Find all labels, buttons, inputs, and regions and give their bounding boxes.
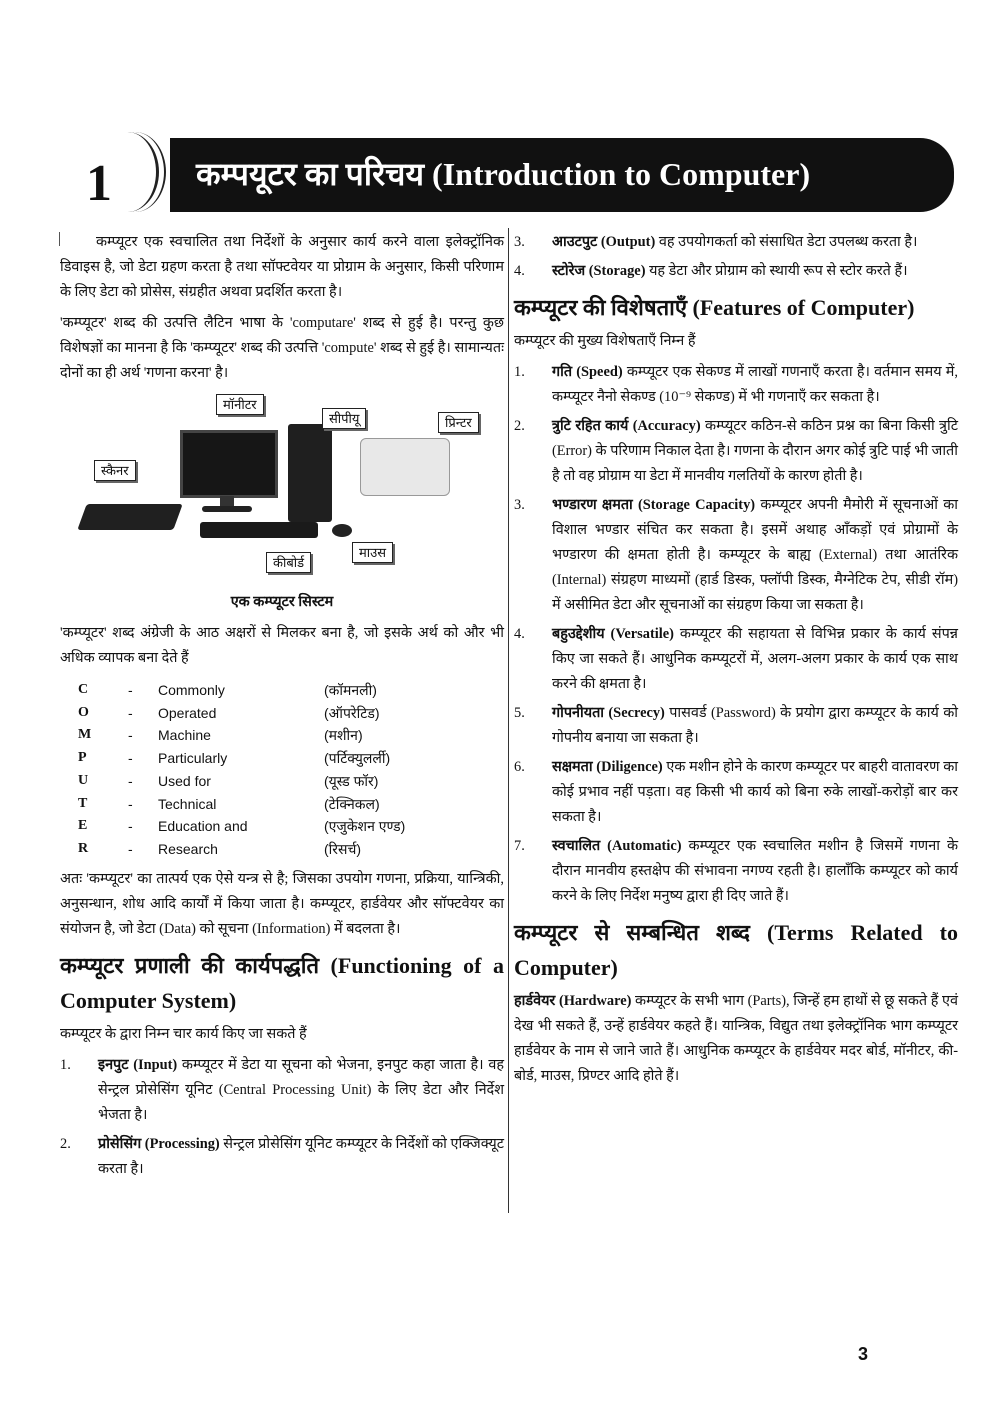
acronym-word: Particularly (158, 750, 228, 767)
chapter-number: 1 (86, 155, 112, 212)
list-item (514, 493, 958, 618)
acronym-row (78, 838, 405, 861)
page-number: 3 (858, 1344, 869, 1364)
item-text: कम्प्यूटर एक सेकण्ड में लाखों गणनाएँ करता है। वर्तमान समय में, कम्प्यूटर नैनो सेकण्ड (10⁻⁹ सेकण्ड) में भी गणनाएँ कर सकता है। (552, 364, 958, 405)
label-cpu: सीपीयू (322, 408, 366, 429)
list-item (514, 259, 958, 284)
acronym-word: Machine (158, 727, 211, 744)
label-scanner: स्कैनर (94, 460, 136, 481)
item-term: गोपनीयता (Secrecy) (552, 705, 665, 721)
list-item (60, 1053, 504, 1128)
chapter-header (0, 128, 992, 220)
item-number: 5. (514, 705, 525, 721)
item-term: प्रोसेसिंग (Processing) (98, 1135, 220, 1152)
item-term: इनपुट (Input) (98, 1056, 178, 1073)
printer-illustration (360, 438, 450, 496)
item-text: पासवर्ड (Password) के प्रयोग द्वारा कम्प्यूटर के कार्य को गोपनीय बनाया जा सकता है। (552, 705, 958, 746)
cpu-illustration (288, 424, 332, 522)
item-term: त्रुटि रहित कार्य (Accuracy) (552, 418, 701, 434)
item-text: एक मशीन होने के कारण कम्प्यूटर पर बाहरी वातावरण का कोई प्रभाव नहीं पड़ता। वह किसी भी कार्य को बिना रुके लाखों-करोड़ों बार कर सकता है। (552, 759, 958, 825)
item-number: 2. (514, 418, 525, 434)
label-printer: प्रिन्टर (438, 412, 479, 433)
chapter-title-bar (170, 138, 954, 212)
acronym-row (78, 815, 405, 838)
list-item (514, 755, 958, 830)
functioning-intro: कम्प्यूटर के द्वारा निम्न चार कार्य किए जा सकते हैं (60, 1025, 307, 1042)
acronym-row (78, 679, 405, 702)
label-keyboard: कीबोर्ड (266, 552, 311, 573)
item-text: यह डेटा और प्रोग्राम को स्थायी रूप से स्टोर करते हैं। (645, 263, 908, 279)
monitor-illustration (180, 430, 278, 498)
meaning-paragraph: अतः 'कम्प्यूटर' का तात्पर्य एक ऐसे यन्त्र से है; जिसका उपयोग गणना, प्रक्रिया, यान्त्रिकी, अनुसन्धान, शोध आदि कार्यों में किया जाता है। कम्प्यूटर, हार्डवेयर और सॉफ्टवेयर का संयोजन है, जो डेटा (Data) को सूचना (Information) में बदलता है। (60, 870, 504, 937)
item-number: 4. (514, 626, 525, 642)
item-number: 1. (60, 1056, 71, 1073)
functioning-heading: कम्प्यूटर प्रणाली की कार्यपद्धति (Functioning of a Computer System) (60, 952, 504, 1013)
item-term: भण्डारण क्षमता (Storage Capacity) (552, 497, 756, 513)
acronym-letter: O (78, 704, 89, 720)
item-term: गति (Speed) (552, 364, 623, 380)
right-column (514, 230, 958, 1095)
item-text: वह उपयोगकर्ता को संसाधित डेटा उपलब्ध करता है। (655, 234, 918, 250)
column-divider (508, 228, 509, 1213)
list-item (60, 1132, 504, 1182)
item-number: 3. (514, 234, 525, 250)
acronym-dash: - (128, 682, 133, 698)
item-text: कम्प्यूटर की सहायता से विभिन्न प्रकार के कार्य संपन्न किए जा सकते हैं। आधुनिक कम्प्यूटरों में, अलग-अलग प्रकार के कार्य एक साथ करने की क्षमता है। (552, 626, 958, 692)
scanner-illustration (77, 504, 182, 530)
acronym-letter: E (78, 818, 88, 834)
acronym-dash: - (128, 704, 133, 721)
item-text: कम्प्यूटर एक स्वचालित मशीन है जिसमें गणना के दौरान मानवीय हस्तक्षेप की संभावना नगण्य रहती है। हालाँकि कम्प्यूटर को कार्य करने के लिए निर्देश मनुष्य द्वारा ही दिए जाते हैं। (552, 838, 958, 904)
hardware-paragraph (514, 989, 958, 1089)
list-item (514, 230, 958, 255)
acronym-dash: - (128, 818, 133, 835)
figure-caption: एक कम्प्यूटर सिस्टम (230, 594, 334, 610)
acronym-hindi: (यूस्ड फॉर) (324, 772, 379, 789)
label-mouse: माउस (352, 542, 393, 563)
hardware-term: हार्डवेयर (Hardware) (514, 993, 632, 1009)
acronym-word: Education and (158, 818, 248, 835)
item-number: 4. (514, 263, 525, 279)
acronym-hindi: (कॉमनली) (324, 682, 377, 698)
left-column (60, 230, 504, 1186)
acronym-word: Operated (158, 704, 217, 721)
acronym-hindi: (मशीन) (324, 727, 363, 744)
acronym-row (78, 702, 405, 725)
item-text: कम्प्यूटर में डेटा या सूचना को भेजना, इनपुट कहा जाता है। वह सेन्ट्रल प्रोसेसिंग यूनिट (Central Processing Unit) के लिए डेटा और निर्देश भेजता है। (98, 1056, 504, 1123)
acronym-table (78, 679, 405, 861)
item-term: स्टोरेज (Storage) (552, 263, 646, 279)
keyboard-illustration (200, 522, 318, 538)
acronym-row (78, 724, 405, 747)
acronym-letter: M (78, 727, 92, 743)
item-number: 7. (514, 838, 525, 854)
item-term: बहुउद्देशीय (Versatile) (552, 626, 674, 642)
item-number: 1. (514, 364, 525, 380)
acronym-hindi: (टेक्निकल) (324, 795, 380, 812)
acronym-letter: P (78, 750, 87, 766)
acronym-hindi: (रिसर्च) (324, 840, 362, 857)
acronym-word: Used for (158, 772, 211, 789)
terms-heading: कम्प्यूटर से सम्बन्धित शब्द (Terms Related to Computer) (514, 920, 958, 980)
label-monitor: मॉनीटर (216, 394, 264, 415)
acronym-row (78, 793, 405, 816)
origin-paragraph: 'कम्प्यूटर' शब्द की उत्पत्ति लैटिन भाषा के 'computare' शब्द से हुई है। परन्तु कुछ विशेषज्ञों का मानना है कि 'कम्प्यूटर' शब्द की उत्पत्ति 'compute' शब्द से हुई है। सामान्यतः दोनों का ही अर्थ 'गणना करना' है। (60, 315, 504, 381)
list-item (514, 414, 958, 489)
acronym-word: Research (158, 840, 218, 857)
acronym-hindi: (एजुकेशन एण्ड) (324, 818, 406, 835)
list-item (514, 834, 958, 909)
bracket-decoration (104, 132, 166, 212)
list-item (514, 622, 958, 697)
acronym-dash: - (128, 772, 133, 789)
item-text: सेन्ट्रल प्रोसेसिंग यूनिट कम्प्यूटर के निर्देशों को एक्जिक्यूट करता है। (98, 1135, 504, 1177)
chapter-title-english: (Introduction to Computer) (432, 156, 811, 192)
chapter-title-hindi: कम्पयूटर का परिचय (196, 156, 425, 192)
features-intro: कम्प्यूटर की मुख्य विशेषताएँ निम्न हैं (514, 333, 696, 349)
list-item (514, 701, 958, 751)
item-text: कम्प्यूटर कठिन-से कठिन प्रश्न का बिना किसी त्रुटि (Error) के परिणाम निकाल देता है। गणना के दौरान अगर कोई त्रुटि पाई भी जाती है तो वह प्रोग्राम या डेटा में मानवीय गलतियों के कारण होती है। (552, 418, 958, 484)
acronym-dash: - (128, 840, 133, 857)
acronym-letter: R (78, 840, 89, 856)
acronym-letter: T (78, 795, 88, 811)
acronym-hindi: (ऑपरेटिड) (324, 704, 380, 721)
intro-paragraph: कम्प्यूटर एक स्वचालित तथा निर्देशों के अनुसार कार्य करने वाला इलेक्ट्रॉनिक डिवाइस है, जो डेटा ग्रहण करता है तथा सॉफ्टवेयर या प्रोग्राम के अनुसार, किसी परिणाम के लिए डेटा को प्रोसेस, संग्रहीत अथवा प्रदर्शित करता है। (60, 234, 504, 300)
item-number: 6. (514, 759, 525, 775)
acronym-word: Commonly (158, 682, 225, 698)
acronym-intro: 'कम्प्यूटर' शब्द अंग्रेजी के आठ अक्षरों से मिलकर बना है, जो इसके अर्थ को और भी अधिक व्यापक बना देते हैं (60, 625, 504, 666)
item-term: आउटपुट (Output) (552, 234, 656, 250)
mouse-illustration (332, 524, 352, 537)
item-term: स्वचालित (Automatic) (552, 838, 682, 854)
acronym-dash: - (128, 727, 133, 744)
acronym-dash: - (128, 750, 133, 767)
computer-system-figure (60, 394, 504, 586)
acronym-row (78, 747, 405, 770)
item-term: सक्षमता (Diligence) (552, 759, 663, 775)
acronym-dash: - (128, 795, 133, 812)
acronym-letter: C (78, 682, 89, 697)
acronym-word: Technical (158, 795, 217, 812)
acronym-letter: U (78, 772, 89, 788)
acronym-hindi: (पर्टिक्युलर्ली) (324, 750, 391, 767)
acronym-row (78, 770, 405, 793)
hardware-text: कम्प्यूटर के सभी भाग (Parts), जिन्हें हम हाथों से छू सकते हैं एवं देख भी सकते हैं, उन्हें हार्डवेयर कहते हैं। यान्त्रिक, विद्युत तथा इलेक्ट्रॉनिक भाग कम्प्यूटर हार्डवेयर के नाम से जाने जाते हैं। आधुनिक कम्प्यूटर के हार्डवेयर मदर बोर्ड, मॉनीटर, की-बोर्ड, माउस, प्रिण्टर आदि होते हैं। (514, 993, 958, 1084)
item-number: 2. (60, 1135, 71, 1152)
features-heading: कम्प्यूटर की विशेषताएँ (Features of Computer) (514, 295, 915, 320)
list-item (514, 360, 958, 410)
monitor-base (202, 506, 252, 512)
item-text: कम्प्यूटर अपनी मैमोरी में सूचनाओं का विशाल भण्डार संचित कर सकता है। इसमें अथाह आँकड़ों एवं प्रोग्रामों के भण्डारण की क्षमता होती है। कम्प्यूटर के बाह्य (External) तथा आतंरिक (Internal) संग्रहण माध्यमों (हार्ड डिस्क, फ्लॉपी डिस्क, मैग्नेटिक टेप, सीडी रॉम) में असीमित डेटा और सूचनाओं का संग्रहण किया जा सकता है। (552, 497, 958, 613)
item-number: 3. (514, 497, 525, 513)
